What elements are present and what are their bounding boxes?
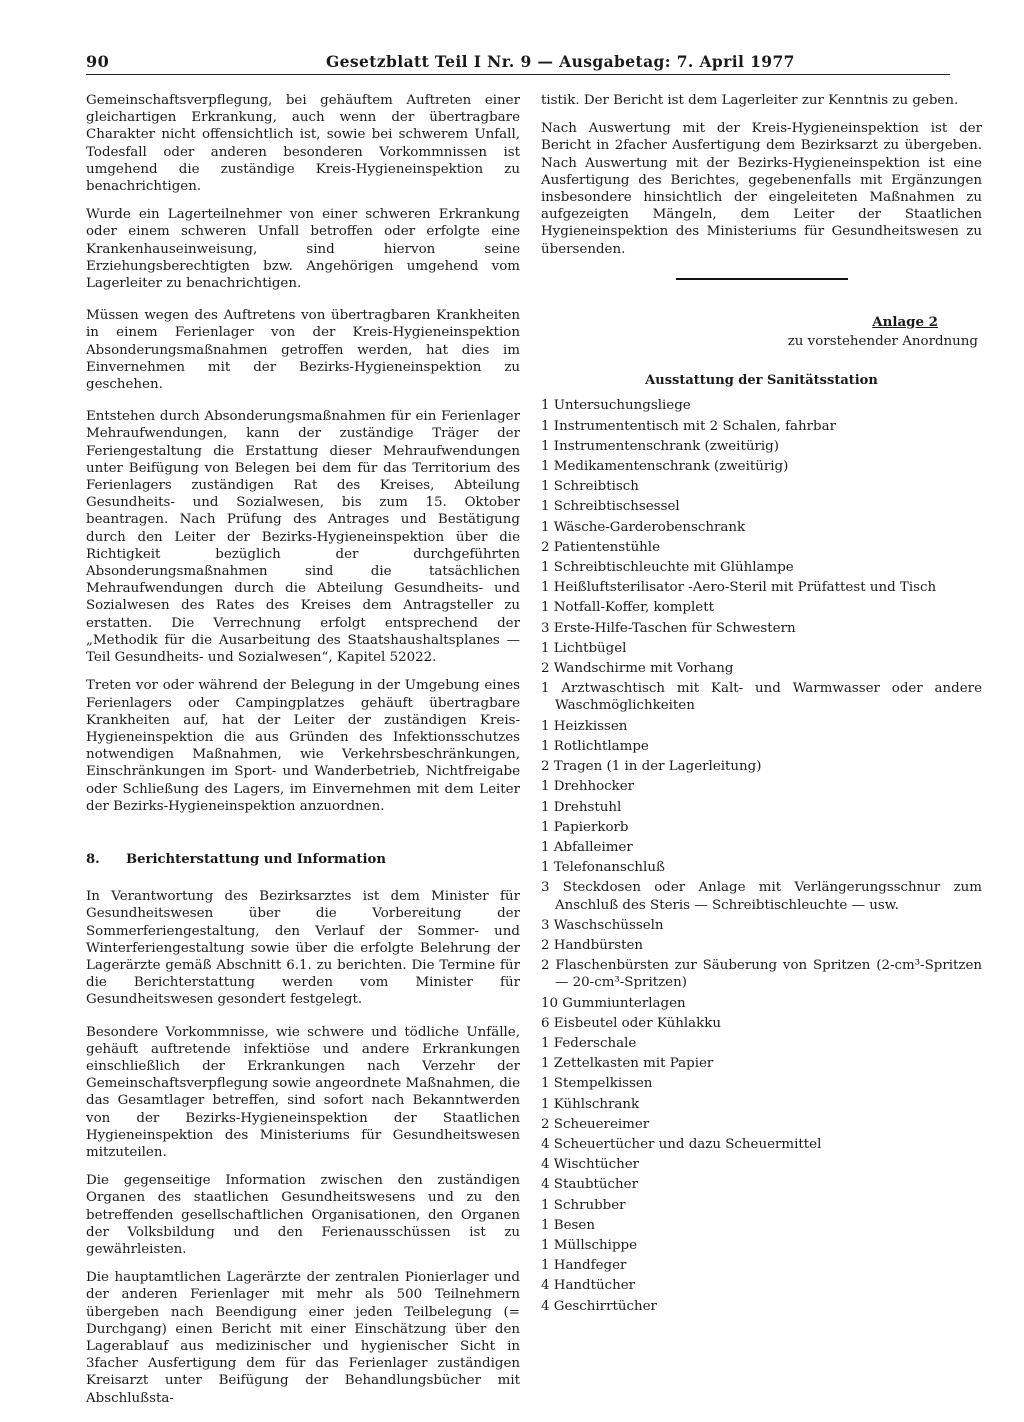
equipment-item: 1 Handfeger [541, 1258, 627, 1274]
section-number: 8. [86, 851, 100, 867]
equipment-item: 1 Untersuchungsliege [541, 398, 691, 414]
equipment-item: 4 Staubtücher [541, 1177, 638, 1193]
equipment-item: 1 Drehhocker [541, 779, 635, 795]
equipment-item: 1 Schreibtisch [541, 479, 639, 495]
equipment-item: 1 Zettelkasten mit Papier [541, 1056, 714, 1072]
equipment-item: 1 Stempelkissen [541, 1076, 653, 1092]
section-title: Berichterstattung und Information [126, 851, 386, 867]
equipment-item: 1 Federschale [541, 1035, 637, 1051]
page-number: 90 [86, 52, 110, 71]
equipment-item: 3 Steckdosen oder Anlage mit Verlängerungsschnur zum Anschluß des Steris — Schreibtischleuchte — usw. [541, 880, 982, 913]
annex-title: Ausstattung der Sanitätsstation [645, 373, 878, 389]
equipment-item: 3 Waschschüsseln [541, 917, 664, 933]
equipment-item: 2 Tragen (1 in der Lagerleitung) [541, 759, 762, 775]
equipment-item: 1 Heißluftsterilisator -Aero-Steril mit Prüfattest und Tisch [541, 580, 937, 596]
paragraph: Die gegenseitige Information zwischen den zuständigen Organen des staatlichen Gesundheitswesens und zu den betreffenden gesellschaftlichen Organisationen, den Organen der Volksbildung und den Ferienausschüssen ist zu gewährleisten. [86, 1173, 520, 1257]
equipment-item: 4 Handtücher [541, 1278, 636, 1294]
annex-subtitle: zu vorstehender Anordnung [787, 334, 978, 350]
page-header [86, 52, 950, 75]
equipment-item: 1 Müllschippe [541, 1237, 638, 1253]
paragraph: tistik. Der Bericht ist dem Lagerleiter zur Kenntnis zu geben. [541, 93, 959, 108]
left-column [86, 92, 520, 1422]
equipment-item: 4 Geschirrtücher [541, 1298, 657, 1314]
equipment-item: 1 Kühlschrank [541, 1096, 640, 1112]
equipment-item: 1 Abfalleimer [541, 839, 633, 855]
paragraph: Die hauptamtlichen Lagerärzte der zentralen Pionierlager und der anderen Ferienlager mit mehr als 500 Teilnehmern übergeben nach Beendigung einer jeden Teilbelegung (= Durchgang) einen Bericht mit einer Einschätzung über den Lagerablauf aus medizinischer und hygienischer Sicht in 3facher Ausfertigung dem für das Ferienlager zuständigen Kreisarzt unter Beifügung der Behandlungsbücher mit Abschlußsta- [86, 1270, 520, 1406]
equipment-item: 1 Instrumentenschrank (zweitürig) [541, 438, 779, 454]
equipment-item: 1 Schreibtischleuchte mit Glühlampe [541, 560, 794, 576]
equipment-item: 2 Wandschirme mit Vorhang [541, 661, 734, 677]
equipment-item: 1 Arztwaschtisch mit Kalt- und Warmwasser oder andere Waschmöglichkeiten [541, 681, 982, 714]
paragraph: Entstehen durch Absonderungsmaßnahmen für ein Ferienlager Mehraufwendungen, kann der zuständige Träger der Feriengestaltung die Erstattung dieser Mehraufwendungen unter Beifügung von Belegen bei dem für das Territorium des Ferienlagers zuständigen Rat des Kreises, Abteilung Gesundheits- und Sozialwesen, bis zum 15. Oktober beantragen. Nach Prüfung des Antrages und Bestätigung durch den Leiter der Bezirks-Hygieneinspektion über die Richtigkeit bezüglich der durchgeführten Absonderungsmaßnahmen sind die tatsächlichen Mehraufwendungen durch die Abteilung Gesundheits- und Sozialwesen des Rates des Kreises dem Antragsteller zu erstatten. Die Verrechnung erfolgt entsprechend der „Methodik für die Ausarbeitung des Staatshaushaltsplanes — Teil Gesundheits- und Sozialwesen“, Kapitel 52022. [86, 409, 520, 666]
gazette-title: Gesetzblatt Teil I Nr. 9 — Ausgabetag: 7. April 1977 [326, 52, 795, 71]
section-divider [676, 278, 848, 280]
equipment-item: 4 Scheuertücher und dazu Scheuermittel [541, 1136, 822, 1152]
paragraph: Nach Auswertung mit der Kreis-Hygieneinspektion ist der Bericht in 2facher Ausfertigung dem Bezirksarzt zu übergeben. Nach Auswertung mit der Bezirks-Hygieneinspektion ist eine Ausfertigung des Berichtes, gegebenenfalls mit Ergänzungen insbesondere hinsichtlich der eingeleiteten Maßnahmen zu aufgezeigten Mängeln, dem Leiter der Staatlichen Hygieneinspektion des Ministeriums für Gesundheitswesen zu übersenden. [541, 121, 982, 257]
equipment-item: 1 Instrumententisch mit 2 Schalen, fahrbar [541, 418, 836, 434]
equipment-item: 4 Wischtücher [541, 1157, 640, 1173]
equipment-item: 1 Medikamentenschrank (zweitürig) [541, 459, 789, 475]
paragraph: Gemeinschaftsverpflegung, bei gehäuftem Auftreten einer gleichartigen Erkrankung, auch wenn der übertragbare Charakter nicht offensichtlich ist, sowie bei schwerem Unfall, Todesfall oder anderen besonderen Vorkommnissen ist umgehend die zuständige Kreis-Hygieneinspektion zu benachrichtigen. [86, 93, 520, 195]
equipment-item: 2 Flaschenbürsten zur Säuberung von Spritzen (2-cm³-Spritzen — 20-cm³-Spritzen) [541, 958, 982, 991]
equipment-item: 2 Handbürsten [541, 937, 644, 953]
equipment-item: 1 Heizkissen [541, 718, 628, 734]
equipment-item: 3 Erste-Hilfe-Taschen für Schwestern [541, 620, 796, 636]
right-column [541, 92, 982, 1318]
equipment-item: 1 Papierkorb [541, 819, 629, 835]
paragraph: Besondere Vorkommnisse, wie schwere und tödliche Unfälle, gehäuft auftretende infektiöse und andere Erkrankungen einschließlich der Erkrankungen nach Verzehr der Gemeinschaftsverpflegung sowie angeordnete Maßnahmen, die das Gesamtlager betreffen, sind sofort nach Bekanntwerden von der Bezirks-Hygieneinspektion der Staatlichen Hygieneinspektion des Ministeriums für Gesundheitswesen mitzuteilen. [86, 1024, 520, 1160]
paragraph: In Verantwortung des Bezirksarztes ist dem Minister für Gesundheitswesen über die Vorbereitung der Sommerferiengestaltung, den Verlauf der Sommer- und Winterferiengestaltung sowie über die erfolgte Belehrung der Lagerärzte gemäß Abschnitt 6.1. zu berichten. Die Termine für die Berichterstattung werden vom Minister für Gesundheitswesen gesondert festgelegt. [86, 889, 520, 1008]
section-heading [86, 851, 520, 868]
equipment-item: 2 Patientenstühle [541, 539, 661, 555]
equipment-item: 6 Eisbeutel oder Kühlakku [541, 1015, 721, 1031]
equipment-item: 1 Schrubber [541, 1197, 626, 1213]
equipment-list [541, 397, 982, 1314]
equipment-item: 1 Rotlichtlampe [541, 738, 649, 754]
equipment-item: 2 Scheuereimer [541, 1116, 650, 1132]
equipment-item: 1 Lichtbügel [541, 640, 627, 656]
annex-label: Anlage 2 [872, 313, 938, 330]
equipment-item: 1 Drehstuhl [541, 799, 622, 815]
equipment-item: 1 Schreibtischsessel [541, 499, 680, 515]
equipment-item: 1 Telefonanschluß [541, 860, 665, 876]
paragraph: Wurde ein Lagerteilnehmer von einer schweren Erkrankung oder einem schweren Unfall betroffen oder erfolgte eine Krankenhauseinweisung, sind hiervon seine Erziehungsberechtigten bzw. Angehörigen umgehend vom Lagerleiter zu benachrichtigen. [86, 207, 520, 292]
equipment-item: 1 Notfall-Koffer, komplett [541, 600, 714, 616]
paragraph: Treten vor oder während der Belegung in der Umgebung eines Ferienlagers oder Campingplatzes gehäuft übertragbare Krankheiten auf, hat der Leiter der zuständigen Kreis-Hygieneinspektion die aus Gründen des Infektionsschutzes notwendigen Maßnahmen, wie Verkehrsbeschränkungen, Einschränkungen im Sport- und Wanderbetrieb, Nichtfreigabe oder Schließung des Lagers, im Einvernehmen mit dem Leiter der Bezirks-Hygieneinspektion anzuordnen. [86, 678, 520, 814]
paragraph: Müssen wegen des Auftretens von übertragbaren Krankheiten in einem Ferienlager von der Kreis-Hygieneinspektion Absonderungsmaßnahmen getroffen werden, hat dies im Einvernehmen mit der Bezirks-Hygieneinspektion zu geschehen. [86, 308, 520, 393]
equipment-item: 1 Besen [541, 1217, 595, 1233]
equipment-item: 1 Wäsche-Garderobenschrank [541, 519, 746, 535]
equipment-item: 10 Gummiunterlagen [541, 995, 686, 1011]
